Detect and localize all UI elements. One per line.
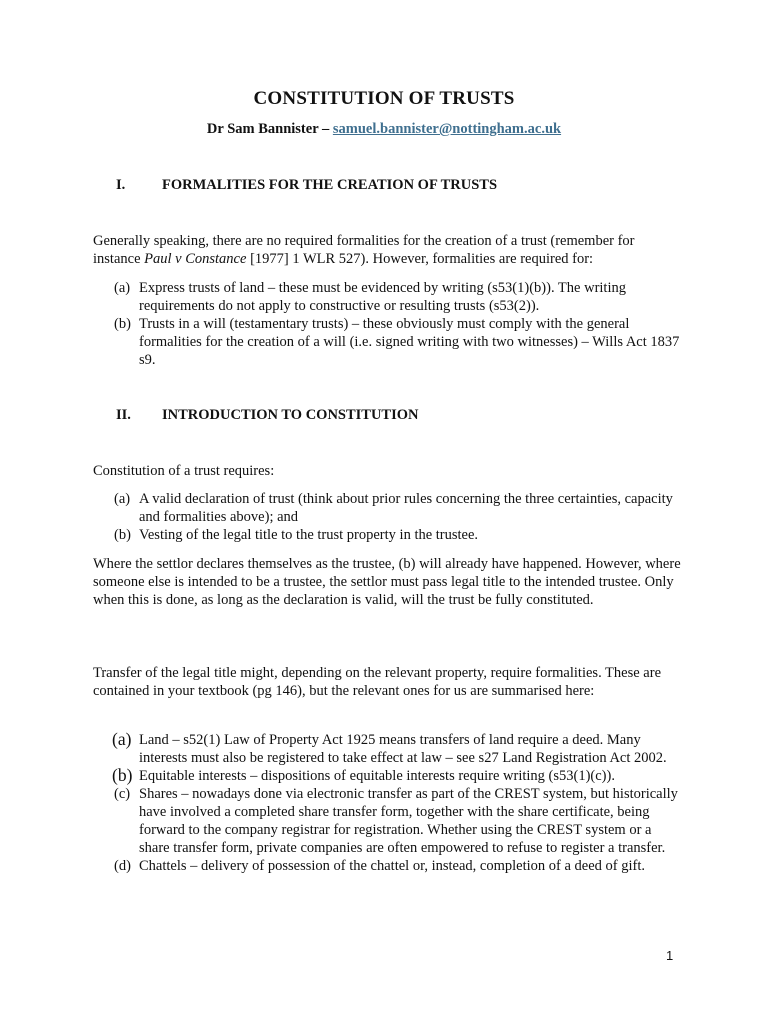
section-heading-1 — [116, 177, 497, 194]
transfer-list — [114, 731, 684, 875]
list-label: (a) — [114, 491, 131, 507]
list-text: Equitable interests – dispositions of equitable interests require writing (s53(1)(c)). — [139, 768, 615, 784]
formalities-list — [114, 279, 684, 369]
list-item — [114, 279, 684, 315]
constitution-list — [114, 490, 684, 544]
section-heading-2 — [116, 407, 419, 424]
list-item — [114, 490, 684, 526]
paragraph-text: [1977] 1 WLR 527). However, formalities are required for: — [246, 251, 594, 267]
author-name: Dr Sam Bannister – — [206, 121, 330, 137]
section-number: I. — [116, 177, 126, 193]
list-label: (b) — [114, 527, 131, 543]
list-item — [114, 785, 684, 857]
list-label: (d) — [114, 858, 131, 874]
paragraph-formalities — [93, 232, 683, 268]
list-label: (a) — [112, 729, 132, 749]
section-number: II. — [116, 407, 131, 423]
list-text: Trusts in a will (testamentary trusts) – these obviously must comply with the general formalities for the creation of a will (i.e. signed writing with two witnesses) – Wills Act 1837 s9. — [139, 316, 680, 368]
document-title: CONSTITUTION OF TRUSTS — [253, 88, 515, 109]
list-label: (c) — [114, 786, 131, 802]
case-name: Paul v Constance — [144, 251, 247, 267]
list-text: Land – s52(1) Law of Property Act 1925 means transfers of land require a deed. Many interests must also be registered to take effect at law – see s27 Land Registration Act 2002. — [139, 732, 667, 766]
author-email-link[interactable]: samuel.bannister@nottingham.ac.uk — [332, 121, 562, 137]
list-item — [114, 731, 684, 767]
list-text: A valid declaration of trust (think about prior rules concerning the three certainties, capacity and formalities above); and — [139, 491, 673, 525]
section-title: INTRODUCTION TO CONSTITUTION — [162, 407, 419, 423]
list-item — [114, 315, 684, 369]
list-text: Shares – nowadays done via electronic transfer as part of the CREST system, but historically have involved a completed share transfer form, together with the share certificate, being forward to the company registrar for registration. Whether using the CREST system or a share transfer form, private companies are often empowered to refuse to register a transfer. — [139, 786, 678, 856]
list-text: Vesting of the legal title to the trust property in the trustee. — [139, 527, 479, 543]
paragraph-transfer: Transfer of the legal title might, depending on the relevant property, require formalities. These are contained in your textbook (pg 146), but the relevant ones for us are summarised here: — [93, 665, 661, 699]
paragraph-text: Generally speaking, there are no required formalities for the creation of a trust (remember for instance — [93, 233, 635, 267]
list-item — [114, 767, 684, 785]
author-line — [0, 121, 768, 138]
list-label: (b) — [112, 765, 133, 785]
page-number: 1 — [666, 948, 674, 963]
section-title: FORMALITIES FOR THE CREATION OF TRUSTS — [162, 177, 498, 193]
paragraph-constitution: Constitution of a trust requires: — [93, 463, 275, 479]
paragraph-settlor: Where the settlor declares themselves as the trustee, (b) will already have happened. However, where someone else is intended to be a trustee, the settlor must pass legal title to the intended trustee. Only when this is done, as long as the declaration is valid, will the trust be fully constituted. — [93, 556, 681, 608]
list-text: Chattels – delivery of possession of the chattel or, instead, completion of a deed of gift. — [139, 858, 645, 874]
list-label: (a) — [114, 280, 131, 296]
list-item — [114, 857, 684, 875]
list-label: (b) — [114, 316, 131, 332]
list-item — [114, 526, 684, 544]
list-text: Express trusts of land – these must be evidenced by writing (s53(1)(b)). The writing requirements do not apply to constructive or resulting trusts (s53(2)). — [139, 280, 626, 314]
